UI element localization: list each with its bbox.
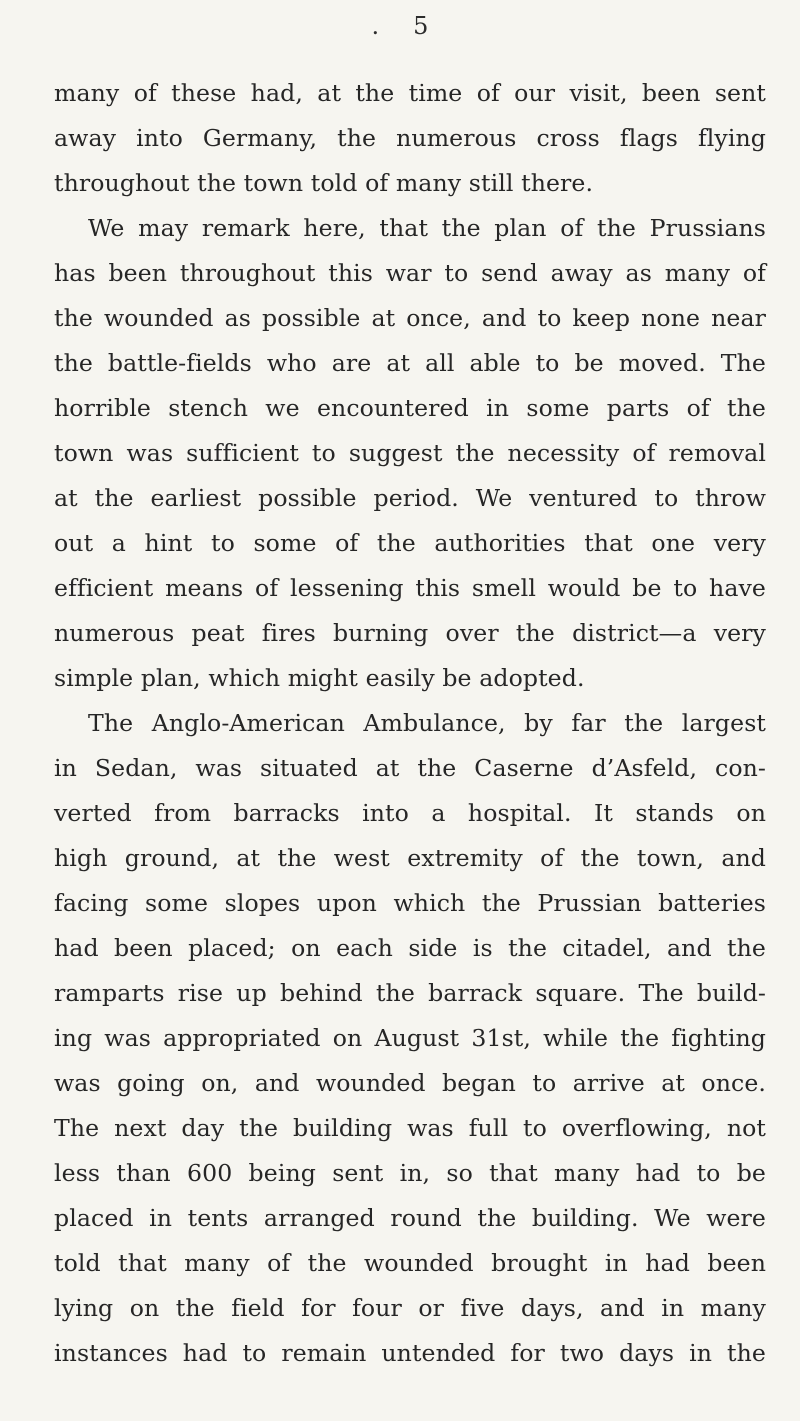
body-text <box>54 71 766 1376</box>
text-line: high ground, at the west extremity of the town, and <box>54 844 766 872</box>
text-line: had been placed; on each side is the citadel, and the <box>54 934 766 962</box>
text-line: away into Germany, the numerous cross flags flying <box>54 124 766 152</box>
text-line: town was sufficient to suggest the necessity of removal <box>54 439 766 467</box>
text-line: efficient means of lessening this smell would be to have <box>54 574 766 602</box>
text-line: ing was appropriated on August 31st, while the fighting <box>54 1024 766 1052</box>
folio-mark: . <box>371 12 380 40</box>
text-line: told that many of the wounded brought in had been <box>54 1249 766 1277</box>
text-line: was going on, and wounded began to arrive at once. <box>54 1069 766 1097</box>
text-line: many of these had, at the time of our visit, been sent <box>54 79 766 107</box>
text-line: horrible stench we encountered in some parts of the <box>54 394 766 422</box>
text-line: The Anglo-American Ambulance, by far the largest <box>88 709 766 737</box>
text-line: We may remark here, that the plan of the Prussians <box>88 214 766 242</box>
text-line: instances had to remain untended for two days in the <box>54 1339 766 1367</box>
text-line: has been throughout this war to send away as many of <box>54 259 766 287</box>
text-line: at the earliest possible period. We ventured to throw <box>54 484 766 512</box>
text-line: less than 600 being sent in, so that many had to be <box>54 1159 766 1187</box>
text-line: ramparts rise up behind the barrack square. The build- <box>54 979 766 1007</box>
text-line: lying on the field for four or five days, and in many <box>54 1294 766 1322</box>
page-number-value: 5 <box>413 12 429 40</box>
page-number <box>0 12 800 40</box>
text-line: simple plan, which might easily be adopted. <box>54 664 585 692</box>
text-line: facing some slopes upon which the Prussian batteries <box>54 889 766 917</box>
text-line: The next day the building was full to overflowing, not <box>54 1114 766 1142</box>
text-line: out a hint to some of the authorities that one very <box>54 529 766 557</box>
text-line: verted from barracks into a hospital. It stands on <box>54 799 766 827</box>
text-line: the wounded as possible at once, and to keep none near <box>54 304 766 332</box>
text-line: the battle-fields who are at all able to be moved. The <box>54 349 766 377</box>
text-line: placed in tents arranged round the building. We were <box>54 1204 766 1232</box>
text-line: numerous peat fires burning over the district—a very <box>54 619 766 647</box>
text-line: throughout the town told of many still there. <box>54 169 594 197</box>
text-line: in Sedan, was situated at the Caserne d’Asfeld, con- <box>54 754 766 782</box>
